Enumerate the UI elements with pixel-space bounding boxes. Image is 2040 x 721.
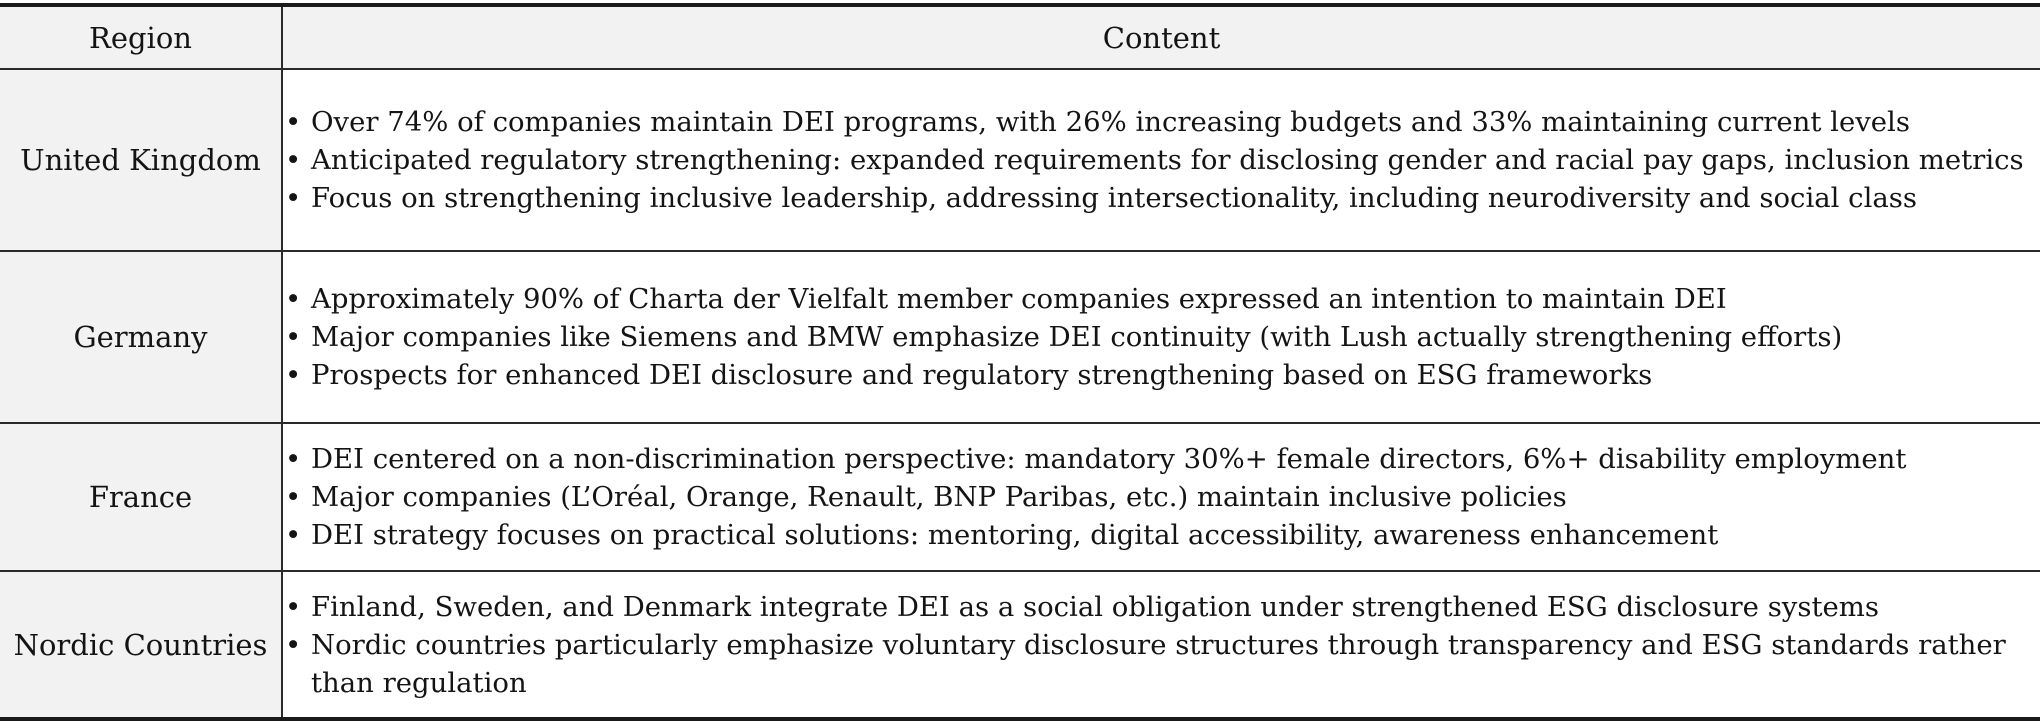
bullet-text: Prospects for enhanced DEI disclosure and regulatory strengthening based on ESG frameworks [311,359,1653,391]
bullet-item [283,179,2040,217]
region-cell: Germany [0,251,282,423]
bullet-icon: • [285,443,302,475]
region-column-header: Region [0,5,282,69]
table-row-nordic-countries [0,571,2040,719]
bullet-icon: • [285,283,302,315]
bullet-icon: • [285,519,302,551]
bullet-item [283,280,2040,318]
bullet-icon: • [285,590,302,623]
bullet-icon: • [285,628,302,661]
bullet-icon: • [285,144,302,176]
bullet-text: Focus on strengthening inclusive leadership, addressing intersectionality, including neurodiversity and social class [311,182,1917,214]
bullet-text: Major companies like Siemens and BMW emphasize DEI continuity (with Lush actually strengthening efforts) [311,321,1843,353]
region-cell: United Kingdom [0,69,282,251]
bullet-item [283,356,2040,394]
bullet-text: Approximately 90% of Charta der Vielfalt member companies expressed an intention to maintain DEI [311,283,1727,315]
region-cell: France [0,423,282,571]
bullet-text: Anticipated regulatory strengthening: expanded requirements for disclosing gender and racial pay gaps, inclusion metrics [311,144,2024,176]
bullet-item [283,626,2040,702]
content-cell [282,69,2040,251]
bullet-text: DEI strategy focuses on practical solutions: mentoring, digital accessibility, awareness enhancement [311,519,1719,551]
bullet-item [283,440,2040,478]
bullet-icon: • [285,481,302,513]
bullet-item [283,588,2040,626]
bullet-icon: • [285,321,302,353]
bullet-list [283,440,2040,554]
bullet-text: Finland, Sweden, and Denmark integrate DEI as a social obligation under strengthened ESG disclosure systems [311,590,1879,623]
content-cell [282,251,2040,423]
content-cell [282,423,2040,571]
bullet-text: DEI centered on a non-discrimination perspective: mandatory 30%+ female directors, 6%+ disability employment [311,443,1907,475]
table-row-united-kingdom [0,69,2040,251]
bullet-item [283,516,2040,554]
region-content-table-frame [0,3,2040,717]
bullet-list [283,280,2040,394]
bullet-item [283,318,2040,356]
bullet-text: Major companies (L’Oréal, Orange, Renault, BNP Paribas, etc.) maintain inclusive policies [311,481,1567,513]
bullet-icon: • [285,106,302,138]
bullet-text: Over 74% of companies maintain DEI programs, with 26% increasing budgets and 33% maintaining current levels [311,106,1910,138]
region-content-table [0,3,2040,721]
content-cell [282,571,2040,719]
content-column-header: Content [282,5,2040,69]
bullet-text: Nordic countries particularly emphasize voluntary disclosure structures through transparency and ESG standards rather than regulation [311,628,2006,699]
region-cell: Nordic Countries [0,571,282,719]
table-header-row [0,5,2040,69]
bullet-list [283,103,2040,217]
bullet-icon: • [285,359,302,391]
bullet-item [283,141,2040,179]
bullet-icon: • [285,182,302,214]
bullet-list [283,588,2040,702]
table-row-germany [0,251,2040,423]
table-row-france [0,423,2040,571]
bullet-item [283,103,2040,141]
bullet-item [283,478,2040,516]
